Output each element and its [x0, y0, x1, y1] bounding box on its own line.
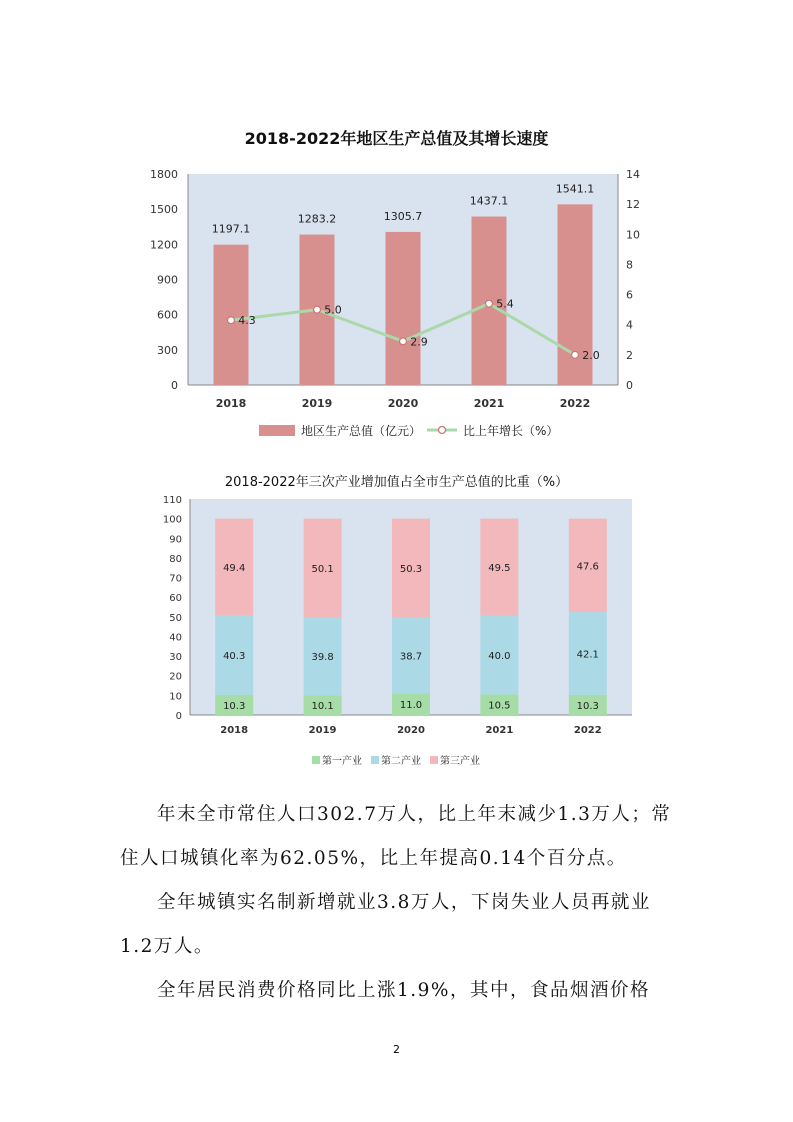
gdp-bar-label: 1305.7	[383, 209, 423, 223]
right-tick-label: 12	[626, 198, 640, 212]
segment-label: 10.3	[223, 700, 246, 712]
chart2-title: 2018-2022年三次产业增加值占全市生产总值的比重（%）	[224, 475, 569, 490]
growth-label: 2.0	[582, 348, 600, 362]
segment-label: 49.4	[223, 563, 246, 575]
legend-label-第三产业: 第三产业	[440, 756, 480, 767]
y-tick-label: 50	[169, 612, 182, 624]
paragraph-prices: 全年居民消费价格同比上涨1.9%，其中，食品烟酒价格	[157, 980, 651, 1001]
y-tick-label: 110	[162, 495, 182, 506]
x-tick-label: 2019	[308, 725, 337, 736]
left-tick-label: 1500	[150, 203, 178, 217]
segment-label: 10.5	[488, 700, 511, 712]
growth-label: 5.4	[496, 297, 514, 311]
x-tick-label: 2018	[220, 725, 249, 736]
y-tick-label: 80	[169, 553, 182, 565]
growth-label: 2.9	[410, 335, 428, 349]
y-tick-label: 60	[169, 593, 182, 605]
right-tick-label: 4	[626, 318, 633, 332]
segment-label: 50.3	[399, 564, 423, 576]
y-tick-label: 100	[162, 514, 182, 526]
x-tick-label: 2022	[559, 397, 591, 410]
x-tick-label: 2020	[397, 725, 425, 736]
right-tick-label: 6	[626, 288, 633, 302]
growth-point	[228, 317, 235, 324]
legend-swatch-gdp	[259, 425, 295, 436]
gdp-chart	[0, 0, 793, 460]
segment-label: 39.8	[311, 652, 334, 664]
left-tick-label: 600	[157, 308, 178, 322]
growth-point	[486, 300, 493, 307]
left-tick-label: 0	[171, 379, 178, 392]
legend-label-第二产业: 第二产业	[381, 756, 421, 767]
gdp-bar-label: 1197.1	[211, 222, 251, 236]
paragraph-population: 年末全市常住人口302.7万人，比上年末减少1.3万人；常住人口城镇化率为62.05%，比上年提高0.14个百分点。	[120, 804, 672, 869]
segment-label: 40.3	[223, 651, 246, 663]
y-tick-label: 90	[169, 534, 182, 546]
x-tick-label: 2018	[215, 397, 247, 410]
segment-label: 42.1	[576, 649, 599, 661]
right-tick-label: 10	[626, 228, 640, 242]
right-tick-label: 2	[626, 348, 633, 362]
y-tick-label: 10	[169, 691, 182, 703]
y-tick-label: 20	[169, 671, 182, 683]
x-tick-label: 2019	[301, 397, 333, 410]
gdp-bar-label: 1437.1	[469, 194, 509, 208]
segment-label: 49.5	[488, 563, 511, 575]
gdp-bar-label: 1541.1	[555, 182, 595, 196]
page-number: 2	[393, 1043, 400, 1056]
left-tick-label: 1800	[150, 168, 178, 181]
left-tick-label: 1200	[150, 238, 178, 252]
legend-label-gdp: 地区生产总值（亿元）	[301, 424, 422, 438]
industry-share-chart	[0, 480, 793, 780]
x-tick-label: 2022	[573, 725, 602, 736]
segment-label: 50.1	[311, 563, 334, 575]
paragraph-employment: 全年城镇实名制新增就业3.8万人，下岗失业人员再就业1.2万人。	[120, 892, 651, 957]
growth-point	[314, 306, 321, 313]
legend-swatch-第二产业	[371, 756, 379, 764]
left-tick-label: 300	[157, 343, 178, 357]
segment-label: 10.3	[576, 700, 599, 712]
segment-label: 47.6	[576, 561, 599, 573]
growth-point	[400, 338, 407, 345]
chart1-title: 2018-2022年地区生产总值及其增长速度	[244, 129, 549, 148]
growth-label: 4.3	[238, 314, 256, 328]
legend-swatch-第一产业	[312, 756, 320, 764]
y-tick-label: 30	[169, 652, 182, 664]
segment-label: 40.0	[488, 651, 511, 663]
gdp-bar-label: 1283.2	[297, 212, 337, 226]
gdp-bar	[386, 232, 421, 385]
y-tick-label: 70	[169, 573, 182, 585]
segment-label: 11.0	[399, 700, 423, 712]
x-tick-label: 2020	[387, 397, 419, 410]
segment-label: 38.7	[399, 651, 423, 663]
right-tick-label: 14	[626, 168, 640, 181]
y-tick-label: 40	[169, 632, 182, 644]
right-tick-label: 8	[626, 258, 633, 272]
left-tick-label: 900	[157, 273, 178, 287]
legend-marker-growth	[439, 427, 446, 434]
x-tick-label: 2021	[485, 725, 514, 736]
legend-swatch-第三产业	[430, 756, 438, 764]
x-tick-label: 2021	[473, 397, 505, 410]
segment-label: 10.1	[311, 701, 334, 713]
y-tick-label: 0	[175, 711, 182, 722]
growth-label: 5.0	[324, 303, 342, 317]
growth-point	[572, 351, 579, 358]
legend-label-第一产业: 第一产业	[322, 756, 362, 767]
legend-label-growth: 比上年增长（%）	[463, 424, 559, 438]
right-tick-label: 0	[626, 379, 633, 392]
